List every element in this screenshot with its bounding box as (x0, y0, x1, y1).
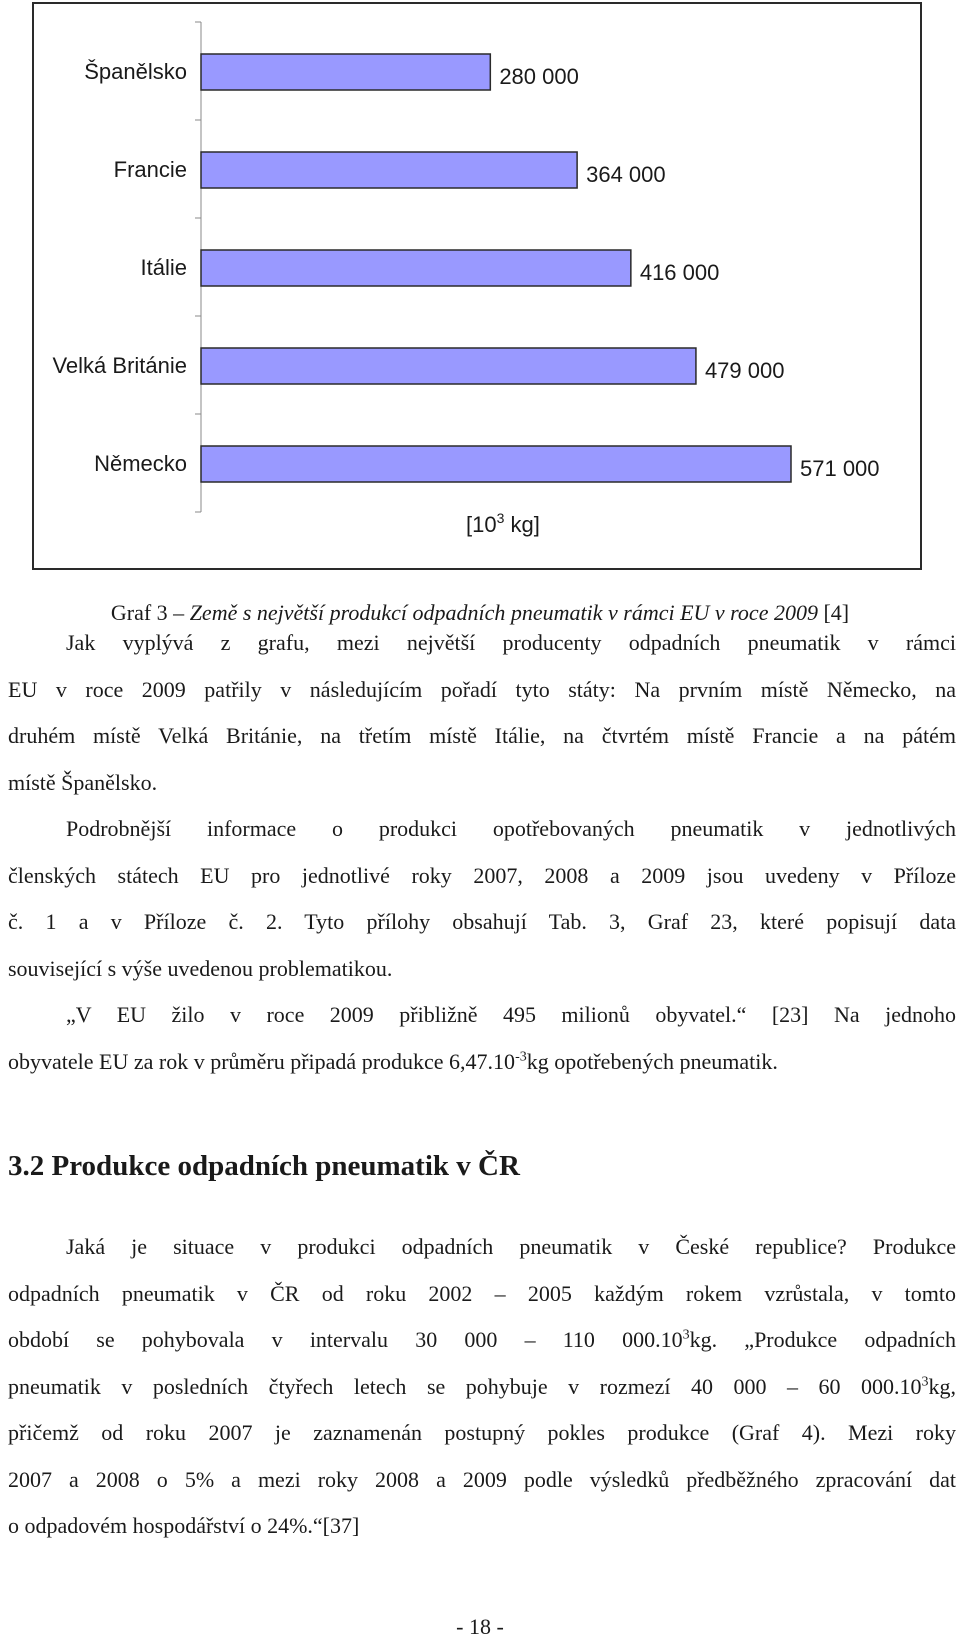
text-line: č. 1 a v Příloze č. 2. Tyto přílohy obsahují Tab. 3, Graf 23, které popisují data (8, 909, 956, 934)
superscript: -3 (515, 1049, 527, 1065)
text-line (8, 1364, 956, 1411)
caption-prefix: Graf 3 – (110, 600, 190, 625)
text-segment: obyvatele EU za rok v průměru připadá produkce 6,47.10 (8, 1048, 516, 1074)
bar-3 (201, 250, 631, 286)
caption-suffix: [4] (817, 600, 850, 625)
section-heading: 3.2 Produkce odpadních pneumatik v ČR (8, 1150, 520, 1182)
text-line: 2007 a 2008 o 5% a mezi roky 2008 a 2009 podle výsledků předběžného zpracování dat (8, 1466, 956, 1492)
bar-2 (201, 152, 577, 188)
text-line: místě Španělsko. (8, 769, 158, 795)
category-label: Španělsko (84, 59, 187, 84)
category-label: Francie (113, 157, 187, 182)
text-line: EU v roce 2009 patřily v následujícím pořadí tyto státy: Na prvním místě Německo, na (8, 676, 956, 702)
text-segment: kg opotřebených pneumatik. (526, 1048, 778, 1074)
value-label: 364 000 (586, 162, 666, 187)
page-number: - 18 - (456, 1614, 504, 1639)
category-label: Německo (94, 451, 187, 476)
unit-label: [$10^3$ kg] (466, 510, 540, 537)
superscript: 3 (682, 1327, 690, 1343)
text-segment: období se pohybovala v intervalu 30 000 – 110 000.10 (8, 1327, 683, 1352)
text-segment: kg. „Produkce odpadních (689, 1327, 956, 1352)
caption-title: Země s největší produkcí odpadních pneumatik v rámci EU v roce 2009 (189, 600, 818, 625)
paragraph-2 (8, 806, 956, 992)
text-line (8, 1039, 956, 1086)
text-line: Jak vyplývá z grafu, mezi největší producenty odpadních pneumatik v rámci (66, 630, 956, 655)
text-segment: pneumatik v posledních čtyřech letech se pohybuje v rozmezí 40 000 – 60 000.10 (8, 1373, 922, 1399)
text-line: odpadních pneumatik v ČR od roku 2002 – 2005 každým rokem vzrůstala, v tomto (8, 1280, 956, 1306)
value-label: 571 000 (800, 456, 880, 481)
bar-chart (34, 4, 920, 568)
bar-4 (201, 348, 696, 384)
text-line: „V EU žilo v roce 2009 přibližně 495 milionů obyvatel.“ [23] Na jednoho (66, 1002, 956, 1027)
text-line: členských státech EU pro jednotlivé roky 2007, 2008 a 2009 jsou uvedeny v Příloze (8, 862, 956, 888)
paragraph-4 (8, 1224, 956, 1550)
text-line: přičemž od roku 2007 je zaznamenán postupný pokles produkce (Graf 4). Mezi roky (8, 1420, 956, 1445)
text-line: o odpadovém hospodářství o 24%.“[37] (8, 1513, 360, 1538)
bar-1 (201, 54, 490, 90)
text-segment: kg, (928, 1373, 956, 1399)
paragraph-1 (8, 620, 956, 806)
bar-5 (201, 446, 791, 482)
text-line: Jaká je situace v produkci odpadních pneumatik v České republice? Produkce (66, 1234, 956, 1259)
text-line: Podrobnější informace o produkci opotřebovaných pneumatik v jednotlivých (66, 816, 956, 841)
text-line: související s výše uvedenou problematikou. (8, 955, 393, 981)
value-label: 479 000 (704, 358, 785, 383)
value-label: 416 000 (639, 260, 720, 285)
category-label: Velká Británie (52, 353, 187, 378)
value-label: 280 000 (499, 64, 579, 89)
text-line: druhém místě Velká Británie, na třetím místě Itálie, na čtvrtém místě Francie a na pátém (8, 723, 956, 748)
category-label: Itálie (140, 255, 187, 280)
text-line (8, 1317, 956, 1364)
paragraph-3 (8, 992, 956, 1085)
chart-frame (32, 2, 922, 570)
superscript: 3 (921, 1374, 929, 1390)
